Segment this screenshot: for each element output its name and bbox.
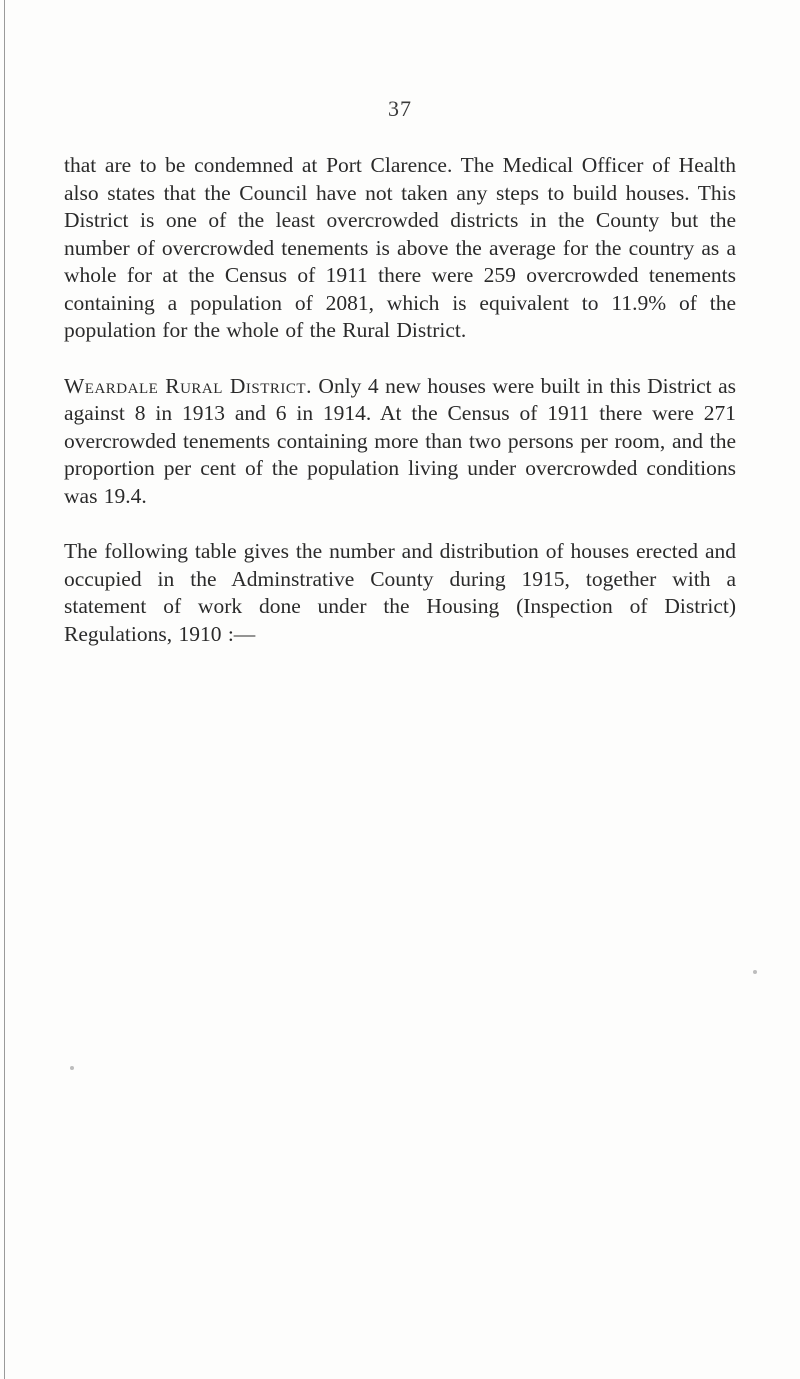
section-heading-weardale: Weardale Rural District. (64, 373, 312, 398)
scan-speck (753, 970, 757, 974)
scan-speck (70, 1066, 74, 1070)
page-body (64, 152, 736, 676)
paragraph-port-clarence: that are to be condemned at Port Clarence. The Medical Officer of Health also states that the Council have not taken any steps to build houses. This District is one of the least overcrowded districts in the County but the number of overcrowded tenements is above the average for the country as a whole for at the Census of 1911 there were 259 overcrowded tenements containing a population of 2081, which is equivalent to 11.9% of the population for the whole of the Rural District. (64, 153, 736, 342)
page-number: 37 (388, 96, 412, 121)
paragraph-table-intro: The following table gives the number and distribution of houses erected and occupied in the Adminstrative County during 1915, together with a statement of work done under the Housing (Inspection of District) Regulations, 1910 :— (64, 539, 736, 646)
page-edge-rule (4, 0, 5, 1379)
paragraph-weardale (64, 373, 736, 511)
paragraph-weardale-text: Only 4 new houses were built in this District as against 8 in 1913 and 6 in 1914. At the Census of 1911 there were 271 overcrowded tenements containing more than two persons per room, and the proportion per cent of the population living under overcrowded conditions was 19.4. (64, 373, 737, 508)
